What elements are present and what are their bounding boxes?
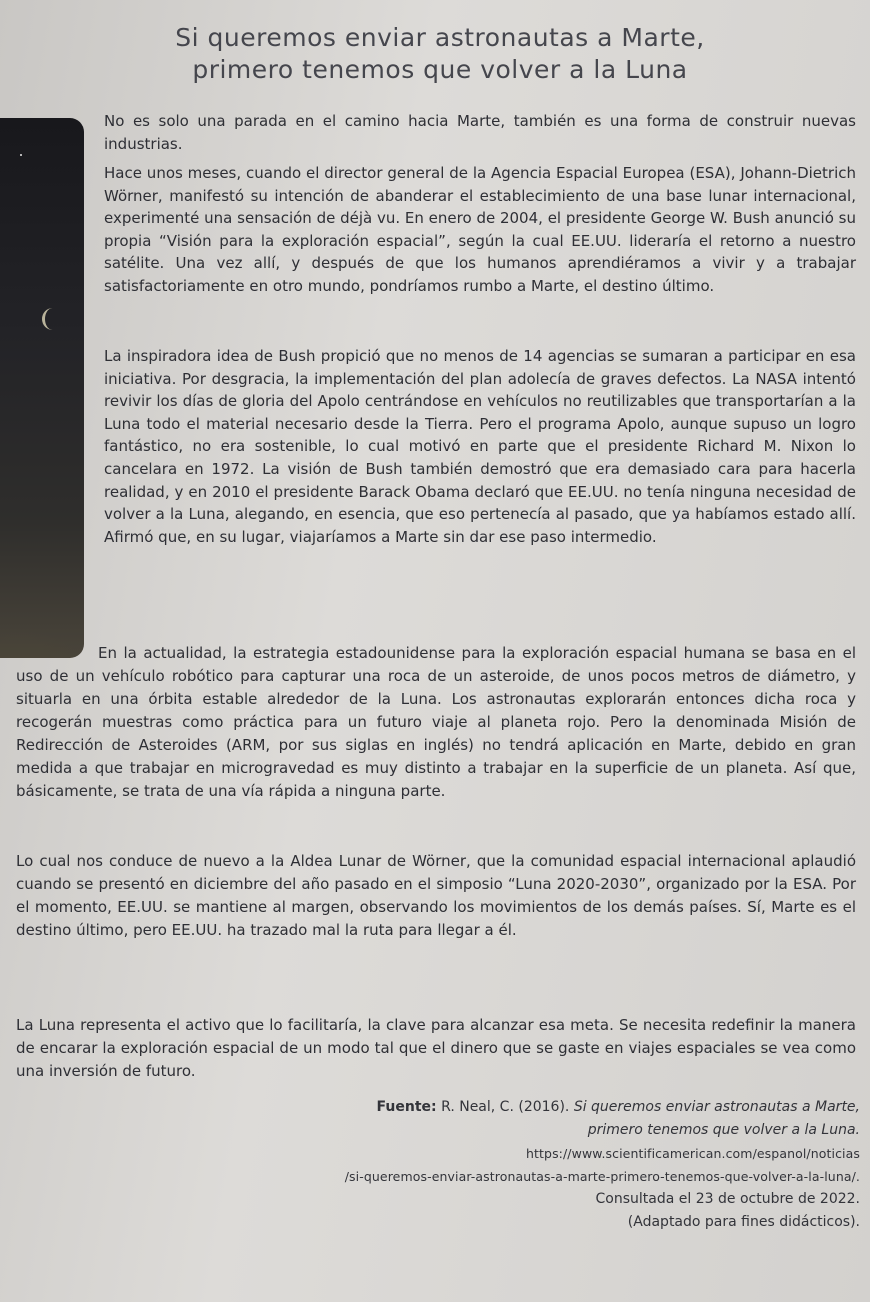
- source-title-part-2: primero tenemos que volver a la Luna.: [587, 1122, 860, 1138]
- source-consulted-date: Consultada el 23 de octubre de 2022.: [595, 1191, 860, 1207]
- source-url-part-1: https://www.scientificamerican.com/espanol/noticias: [526, 1146, 860, 1161]
- citation-line-1: [40, 1096, 860, 1119]
- paragraph-4: Lo cual nos conduce de nuevo a la Aldea Lunar de Wörner, que la comunidad espacial internacional aplaudió cuando se presentó en diciembre del año pasado en el simposio “Luna 2020-2030”, organizado por la ESA. Por el momento, EE.UU. se mantiene al margen, observando los movimientos de los demás países. Sí, Marte es el destino último, pero EE.UU. ha trazado mal la ruta para llegar a él.: [16, 852, 856, 939]
- paragraph-3: En la actualidad, la estrategia estadounidense para la exploración espacial humana se basa en el uso de un vehículo robótico para capturar una roca de un asteroide, de unos pocos metros de diámetro, y situarla en una órbita estable alrededor de la Luna. Los astronautas explorarán entonces dicha roca y recogerán muestras como práctica para un futuro viaje al planeta rojo. Pero la denominada Misión de Redirección de Asteroides (ARM, por sus siglas en inglés) no tendrá aplicación en Marte, debido en gran medida a que trabajar en microgravedad es muy distinto a trabajar en la superficie de un planeta. Así que, básicamente, se trata de una vía rápida a ninguna parte.: [16, 644, 856, 800]
- source-authors: R. Neal, C. (2016).: [436, 1099, 574, 1115]
- source-adaptation-note: (Adaptado para fines didácticos).: [627, 1214, 860, 1230]
- source-title-part-1: Si queremos enviar astronautas a Marte,: [573, 1099, 860, 1115]
- crescent-moon-icon: [42, 308, 63, 330]
- space-photo: [0, 118, 84, 658]
- source-label: Fuente:: [376, 1099, 437, 1115]
- article-subtitle: No es solo una parada en el camino hacia Marte, también es una forma de construir nuevas industrias.: [104, 112, 856, 153]
- paragraph-1: Hace unos meses, cuando el director general de la Agencia Espacial Europea (ESA), Johann-Dietrich Wörner, manifestó su intención de abanderar el establecimiento de una base lunar internacional, experimenté una sensación de déjà vu. En enero de 2004, el presidente George W. Bush anunció su propia “Visión para la exploración espacial”, según la cual EE.UU. lideraría el retorno a nuestro satélite. Una vez allí, y después de que los humanos aprendiéramos a vivir y a trabajar satisfactoriamente en otro mundo, pondríamos rumbo a Marte, el destino último.: [104, 164, 856, 295]
- paragraph-5: La Luna representa el activo que lo facilitaría, la clave para alcanzar esa meta. Se necesita redefinir la manera de encarar la exploración espacial de un modo tal que el dinero que se gaste en viajes espaciales se vea como una inversión de futuro.: [16, 1016, 856, 1080]
- source-url-part-2: /si-queremos-enviar-astronautas-a-marte-primero-tenemos-que-volver-a-la-luna/.: [344, 1169, 860, 1184]
- article-title-line-2: primero tenemos que volver a la Luna: [192, 55, 688, 84]
- source-citation: [40, 1096, 860, 1234]
- paragraph-2: La inspiradora idea de Bush propició que no menos de 14 agencias se sumaran a participar en esa iniciativa. Por desgracia, la implementación del plan adolecía de graves defectos. La NASA intentó revivir los días de gloria del Apolo centrándose en vehículos no reutilizables que transportarían a la Luna todo el material necesario desde la Tierra. Pero el programa Apolo, aunque supuso un logro fantástico, no era sostenible, lo cual motivó en parte que el presidente Richard M. Nixon lo cancelara en 1972. La visión de Bush también demostró que era demasiado cara para hacerla realidad, y en 2010 el presidente Barack Obama declaró que EE.UU. no tenía ninguna necesidad de volver a la Luna, alegando, en esencia, que eso pertenecía al pasado, que ya habíamos estado allí. Afirmó que, en su lugar, viajaríamos a Marte sin dar ese paso intermedio.: [104, 347, 856, 546]
- article-title-line-1: Si queremos enviar astronautas a Marte,: [175, 23, 705, 52]
- star-icon: [20, 154, 22, 156]
